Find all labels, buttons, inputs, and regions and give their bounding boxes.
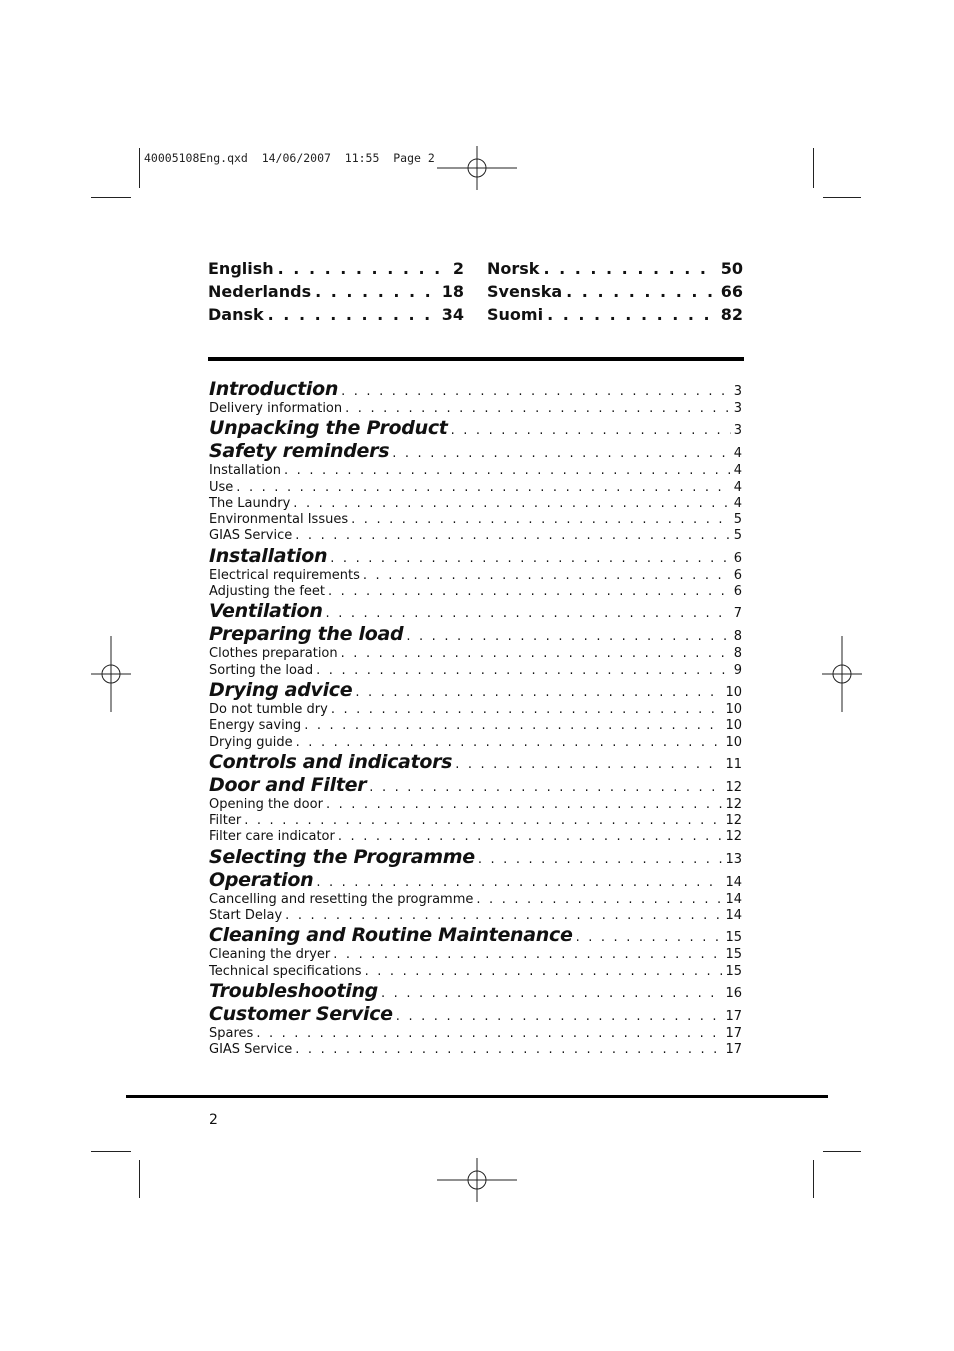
toc-page: 10 xyxy=(725,701,742,717)
toc-page: 12 xyxy=(725,813,742,829)
toc-page: 5 xyxy=(733,512,742,528)
toc-section[interactable] xyxy=(209,774,742,797)
toc-label: Drying advice xyxy=(209,678,353,701)
toc-page: 4 xyxy=(733,479,742,495)
language-entry[interactable] xyxy=(487,282,743,305)
toc-label: Delivery information xyxy=(209,401,343,416)
toc-label: Preparing the load xyxy=(209,623,404,646)
toc-subsection[interactable] xyxy=(209,829,742,845)
registration-mark-icon xyxy=(437,1158,517,1202)
language-name: Dansk xyxy=(208,305,264,324)
toc-label: Introduction xyxy=(209,378,339,400)
crop-mark xyxy=(813,148,814,188)
toc-label: Opening the door xyxy=(209,796,323,812)
toc-section[interactable] xyxy=(209,1003,742,1026)
language-entry[interactable] xyxy=(208,305,464,328)
dot-leader xyxy=(338,829,723,844)
toc-page: 15 xyxy=(725,930,742,946)
toc-page: 7 xyxy=(733,606,742,622)
dot-leader xyxy=(315,282,438,301)
toc-page: 17 xyxy=(725,1008,742,1024)
toc-subsection[interactable] xyxy=(209,568,742,584)
dot-leader xyxy=(304,718,722,733)
toc-label: Adjusting the feet xyxy=(209,584,326,600)
toc-section[interactable] xyxy=(209,378,742,401)
toc-page: 3 xyxy=(733,384,742,399)
language-page: 66 xyxy=(720,282,743,301)
toc-page: 14 xyxy=(725,908,742,924)
dot-leader xyxy=(285,908,722,923)
dot-leader xyxy=(576,930,723,945)
toc-subsection[interactable] xyxy=(209,797,742,813)
dot-leader xyxy=(365,964,723,979)
toc-subsection[interactable] xyxy=(209,702,742,718)
toc-label: Ventilation xyxy=(209,600,323,623)
toc-page: 14 xyxy=(725,891,742,907)
table-of-contents xyxy=(209,378,742,1059)
dot-leader xyxy=(363,568,731,583)
dot-leader xyxy=(295,528,730,543)
toc-page: 6 xyxy=(733,567,742,583)
toc-label: Energy saving xyxy=(209,718,302,734)
toc-label: Sorting the load xyxy=(209,662,314,678)
dot-leader xyxy=(369,780,722,795)
toc-subsection[interactable] xyxy=(209,663,742,679)
toc-section[interactable] xyxy=(209,980,742,1003)
language-entry[interactable] xyxy=(208,282,464,305)
toc-subsection[interactable] xyxy=(209,1026,742,1042)
toc-label: Installation xyxy=(209,463,282,479)
toc-section[interactable] xyxy=(209,869,742,892)
language-entry[interactable] xyxy=(487,259,743,282)
toc-label: Use xyxy=(209,479,234,495)
language-index-left xyxy=(208,259,464,328)
toc-subsection[interactable] xyxy=(209,584,742,600)
toc-page: 13 xyxy=(725,851,742,867)
registration-mark-icon xyxy=(91,636,131,712)
dot-leader xyxy=(293,496,730,511)
crop-mark xyxy=(139,1160,140,1198)
language-page: 2 xyxy=(452,259,464,278)
toc-section[interactable] xyxy=(209,600,742,623)
language-name: Nederlands xyxy=(208,282,312,301)
language-page: 82 xyxy=(720,305,743,324)
crop-mark xyxy=(91,197,131,198)
toc-page: 12 xyxy=(725,829,742,845)
crop-mark xyxy=(139,148,140,188)
dot-leader xyxy=(316,663,731,678)
toc-subsection[interactable] xyxy=(209,735,742,751)
toc-page: 4 xyxy=(733,446,742,462)
dot-leader xyxy=(296,735,723,750)
toc-label: The Laundry xyxy=(209,495,291,511)
dot-leader xyxy=(455,757,722,772)
toc-page: 16 xyxy=(725,985,742,1001)
language-entry[interactable] xyxy=(208,259,464,282)
toc-label: Filter care indicator xyxy=(209,829,335,845)
toc-page: 4 xyxy=(733,463,742,479)
dot-leader xyxy=(316,875,722,890)
toc-page: 8 xyxy=(733,629,742,645)
toc-page: 15 xyxy=(725,947,742,963)
toc-page: 6 xyxy=(733,550,742,566)
dot-leader xyxy=(330,551,730,566)
toc-label: GIAS Service xyxy=(209,528,293,544)
toc-page: 17 xyxy=(725,1042,742,1058)
dot-leader xyxy=(326,606,731,621)
toc-label: Start Delay xyxy=(209,908,283,924)
toc-section[interactable] xyxy=(209,751,742,774)
page-number: 2 xyxy=(209,1112,218,1128)
crop-mark xyxy=(823,1151,861,1152)
toc-label: Do not tumble dry xyxy=(209,701,328,717)
dot-leader xyxy=(476,892,722,907)
toc-label: Cleaning the dryer xyxy=(209,947,331,963)
toc-subsection[interactable] xyxy=(209,947,742,963)
toc-page: 17 xyxy=(725,1025,742,1041)
toc-page: 10 xyxy=(725,734,742,750)
toc-subsection[interactable] xyxy=(209,964,742,980)
dot-leader xyxy=(351,512,731,527)
toc-label: Technical specifications xyxy=(209,963,362,979)
toc-section[interactable] xyxy=(209,623,742,646)
toc-subsection[interactable] xyxy=(209,892,742,908)
file-slug: 40005108Eng.qxd 14/06/2007 11:55 Page 2 xyxy=(144,151,435,165)
dot-leader xyxy=(331,702,723,717)
toc-page: 10 xyxy=(725,684,742,700)
language-entry[interactable] xyxy=(487,305,743,328)
toc-label: Customer Service xyxy=(209,1002,393,1025)
dot-leader xyxy=(478,852,723,867)
dot-leader xyxy=(326,797,723,812)
registration-mark-icon xyxy=(437,146,517,190)
bottom-divider xyxy=(126,1095,828,1098)
toc-page: 12 xyxy=(725,779,742,795)
toc-page: 15 xyxy=(725,963,742,979)
toc-page: 8 xyxy=(733,646,742,662)
top-divider xyxy=(208,357,744,361)
dot-leader xyxy=(256,1026,722,1041)
dot-leader xyxy=(268,305,438,324)
toc-section[interactable] xyxy=(209,846,742,869)
dot-leader xyxy=(543,259,716,278)
toc-subsection[interactable] xyxy=(209,480,742,496)
toc-page: 5 xyxy=(733,528,742,544)
toc-label: Controls and indicators xyxy=(209,750,453,773)
dot-leader xyxy=(236,480,730,495)
toc-label: Operation xyxy=(209,868,314,891)
toc-label: Installation xyxy=(209,544,328,567)
dot-leader xyxy=(341,646,731,661)
language-index-right xyxy=(487,259,743,328)
dot-leader xyxy=(345,401,731,416)
dot-leader xyxy=(381,986,722,1001)
toc-label: Cancelling and resetting the programme xyxy=(209,891,474,907)
toc-page: 9 xyxy=(733,662,742,678)
toc-section[interactable] xyxy=(209,679,742,702)
toc-page: 12 xyxy=(725,796,742,812)
toc-page: 6 xyxy=(733,584,742,600)
toc-subsection[interactable] xyxy=(209,813,742,829)
crop-mark xyxy=(91,1151,131,1152)
dot-leader xyxy=(396,1009,723,1024)
toc-section[interactable] xyxy=(209,924,742,947)
toc-subsection[interactable] xyxy=(209,528,742,544)
toc-page: 14 xyxy=(725,874,742,890)
toc-label: Cleaning and Routine Maintenance xyxy=(209,924,573,947)
toc-page: 3 xyxy=(733,401,742,416)
toc-subsection[interactable] xyxy=(209,512,742,528)
toc-label: Clothes preparation xyxy=(209,646,338,662)
toc-label: Troubleshooting xyxy=(209,979,378,1002)
crop-mark xyxy=(823,197,861,198)
registration-mark-icon xyxy=(822,636,862,712)
dot-leader xyxy=(451,423,731,438)
toc-label: Environmental Issues xyxy=(209,512,349,528)
toc-section[interactable] xyxy=(209,440,742,463)
toc-section[interactable] xyxy=(209,417,742,440)
language-page: 18 xyxy=(441,282,464,301)
toc-page: 11 xyxy=(725,756,742,772)
toc-section[interactable] xyxy=(209,545,742,568)
dot-leader xyxy=(328,584,731,599)
language-page: 34 xyxy=(441,305,464,324)
toc-label: Filter xyxy=(209,813,242,829)
dot-leader xyxy=(566,282,717,301)
toc-page: 3 xyxy=(733,423,742,439)
dot-leader xyxy=(244,813,722,828)
toc-subsection[interactable] xyxy=(209,496,742,512)
dot-leader xyxy=(547,305,717,324)
toc-subsection[interactable] xyxy=(209,401,742,417)
dot-leader xyxy=(341,384,731,399)
toc-page: 10 xyxy=(725,718,742,734)
toc-label: Unpacking the Product xyxy=(209,417,448,440)
toc-subsection[interactable] xyxy=(209,646,742,662)
toc-label: Selecting the Programme xyxy=(209,845,475,868)
toc-label: Spares xyxy=(209,1025,254,1041)
toc-page: 4 xyxy=(733,495,742,511)
language-name: Suomi xyxy=(487,305,544,324)
dot-leader xyxy=(355,685,722,700)
language-name: English xyxy=(208,259,274,278)
toc-label: Electrical requirements xyxy=(209,567,360,583)
language-page: 50 xyxy=(720,259,743,278)
dot-leader xyxy=(295,1042,722,1057)
dot-leader xyxy=(278,259,449,278)
toc-label: Safety reminders xyxy=(209,440,390,463)
toc-label: Door and Filter xyxy=(209,773,367,796)
toc-label: GIAS Service xyxy=(209,1042,293,1058)
dot-leader xyxy=(284,463,731,478)
language-name: Norsk xyxy=(487,259,540,278)
toc-subsection[interactable] xyxy=(209,463,742,479)
toc-subsection[interactable] xyxy=(209,1042,742,1058)
crop-mark xyxy=(813,1160,814,1198)
dot-leader xyxy=(392,446,731,461)
toc-subsection[interactable] xyxy=(209,908,742,924)
dot-leader xyxy=(333,947,722,962)
dot-leader xyxy=(406,629,730,644)
toc-subsection[interactable] xyxy=(209,718,742,734)
language-name: Svenska xyxy=(487,282,563,301)
toc-label: Drying guide xyxy=(209,734,293,750)
